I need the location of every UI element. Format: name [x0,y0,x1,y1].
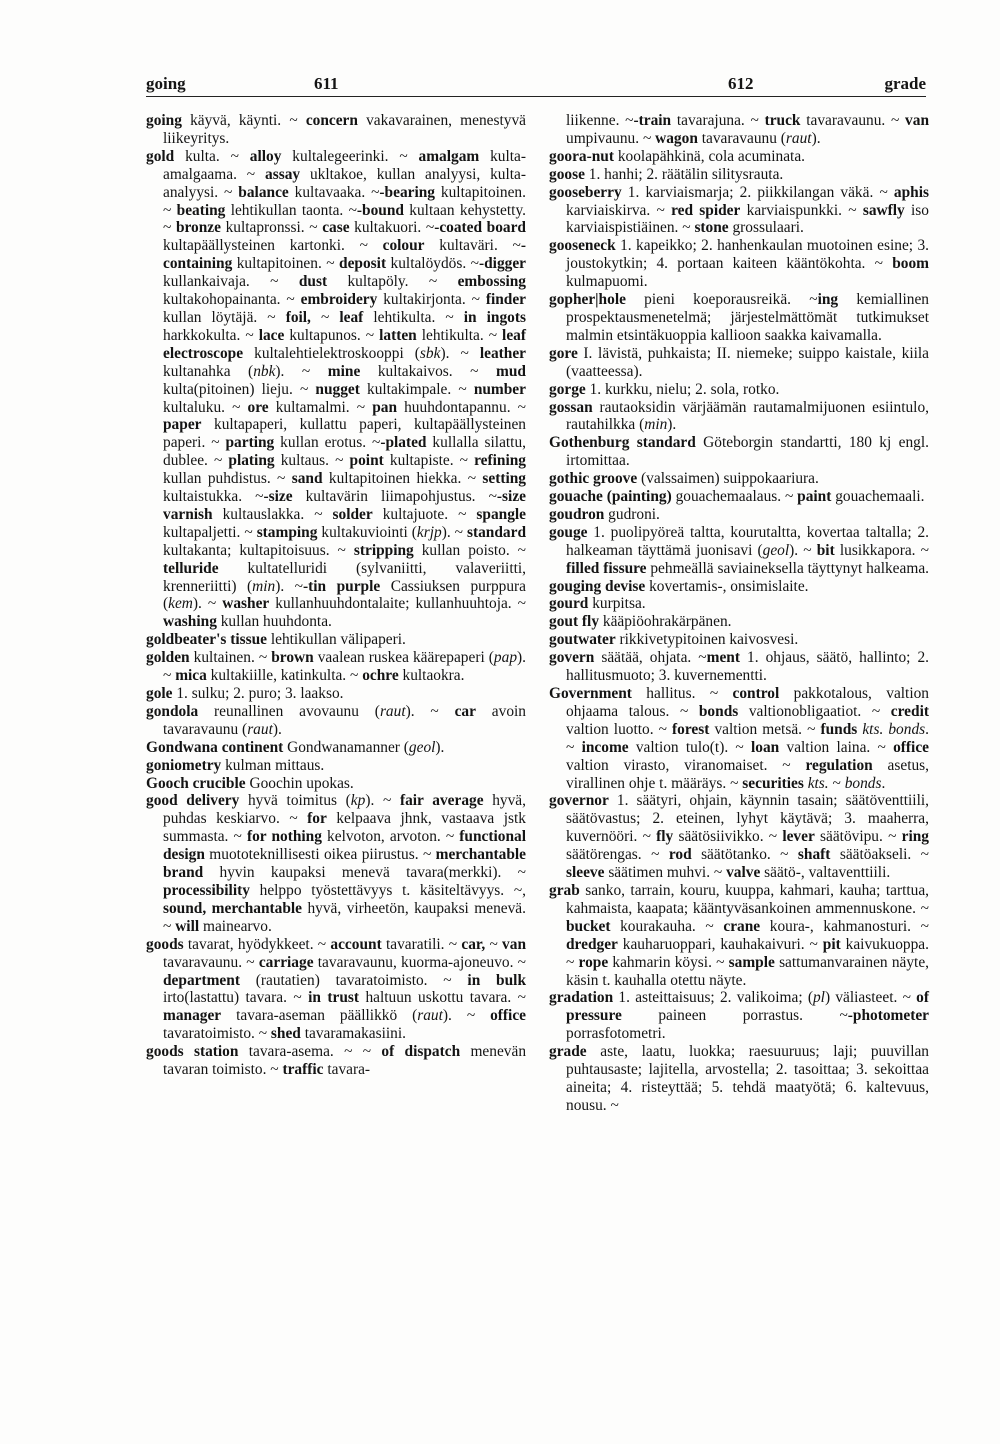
dictionary-entry: Gothenburg standard Göteborgin standartti, 180 kj engl. irtomittaa. [549,434,929,470]
dictionary-entry: goods tavarat, hyödykkeet. ~ account tavaratili. ~ car, ~ van tavaravaunu. ~ carriage tavaravaunu, kuorma-ajoneuvo. ~ department (rautatien) tavaratoimisto. ~ in bulk irto(lastattu) tavara. ~ in trust haltuun uskottu tavara. ~ manager tavara-aseman päällikkö (raut). ~ office tavaratoimisto. ~ shed tavaramakasiini. [146,935,527,1043]
left-guide-word: going [146,74,186,93]
dictionary-entry: gossan rautaoksidin värjäämän rautamalmijuonen esiintulo, rautahilkka (min). [549,398,929,434]
dictionary-entry: gout fly kääpiöohrakärpänen. [549,613,732,631]
right-column [549,112,929,1115]
right-page-number: 612 [728,74,754,93]
dictionary-entry: goods station tavara-asema. ~ ~ of dispatch menevän tavaran toimisto. ~ traffic tavara- [146,1043,527,1079]
dictionary-entry: golden kultainen. ~ brown vaalean ruskea käärepaperi (pap). ~ mica kultakiille, katinkulta. ~ ochre kultaokra. [146,649,526,685]
dictionary-entry: gouging devise kovertamis-, onsimislaite. [549,577,809,595]
dictionary-entry: gooseberry 1. karviaismarja; 2. piikkilangan väkä. ~ aphis karviaiskirva. ~ red spider karviaispunkki. ~ sawfly iso karviaispistiäinen. ~ stone grossulaari. [549,183,929,237]
dictionary-entry: goniometry kulman mittaus. [146,756,325,774]
right-guide-word: grade [884,74,926,93]
dictionary-entry: grade aste, laatu, luokka; raesuuruus; laji; puuvillan puhtausaste; lajitella, arvostella; 2. tasoittaa; 3. sekoittaa aineita; 4. risteyttää; 5. tehdä maatyötä; 6. kaltevuus, nousu. ~ [549,1043,929,1114]
left-column [146,112,526,1079]
dictionary-entry: good delivery hyvä toimitus (kp). ~ fair average hyvä, puhdas keskiarvo. ~ for kelpaava jhnk, vastaava jstk summasta. ~ for nothing kelvoton, arvoton. ~ functional design muototeknillisesti oikea piirustus. ~ merchantable brand hyvin kaupaksi menevä tavara(merkki). ~ processibility helppo työstettävyys t. käsiteltävyys. ~, sound, merchantable hyvä, virheetön, kaupaksi menevä. ~ will mainearvo. [146,792,526,935]
dictionary-entry: govern säätää, ohjata. ~ment 1. ohjaus, säätö, hallinto; 2. hallitusmuoto; 3. kuvernementti. [549,649,929,685]
dictionary-entry: gourd kurpitsa. [549,595,646,613]
dictionary-entry: gondola reunallinen avovaunu (raut). ~ car avoin tavaravaunu (raut). [146,702,526,738]
dictionary-entry: goldbeater's tissue lehtikullan välipaperi. [146,631,406,649]
dictionary-entry: goose 1. hanhi; 2. räätälin silitysrauta. [549,165,784,183]
left-page-number: 611 [314,74,339,93]
dictionary-entry: goudron gudroni. [549,505,660,523]
dictionary-entry: governor 1. säätyri, ohjain, käynnin tasain; säätöventtiili, säätövastus; 2. eteinen, lyhyt käytävä; 3. maaherra, kuvernööri. ~ fly säätösiivikko. ~ lever säätövipu. ~ ring säätörengas. ~ rod säätötanko. ~ shaft säätöakseli. ~ sleeve säätimen muhvi. ~ valve säätö-, valtaventtiili. [549,792,929,882]
dictionary-entry-continuation: liikenne. ~-train tavarajuna. ~ truck tavaravaunu. ~ van umpivaunu. ~ wagon tavaravaunu (raut). [566,112,929,147]
dictionary-entry: goutwater rikkivetypitoinen kaivosvesi. [549,631,799,649]
running-header [146,64,926,97]
dictionary-entry: Gondwana continent Gondwanamanner (geol). [146,738,445,756]
dictionary-entry: gore I. lävistä, puhkaista; II. niemeke; suippo kaistale, kiila (vaatteessa). [549,344,929,380]
dictionary-entry: gopher|hole pieni koeporausreikä. ~ing kemiallinen prospektausmenetelmä; järjestelmättömät tutkimukset malmin etsintäkuoppia kallioon saakka kaivamalla. [549,291,929,344]
dictionary-entry: gouge 1. puolipyöreä taltta, kourutaltta, kovertaa taltalla; 2. halkeaman täyttämä juonisavi (geol). ~ bit lusikkapora. ~ filled fissure pehmeällä saviaineksella täyttynyt halkeama. [549,523,929,577]
dictionary-entry: gorge 1. kurkku, nielu; 2. sola, rotko. [549,380,780,398]
dictionary-entry: gothic groove (valssaimen) suippokaariura. [549,470,819,488]
dictionary-entry: Government hallitus. ~ control pakkotalous, valtion ohjaama talous. ~ bonds valtionobligaatiot. ~ credit valtion luotto. ~ forest valtion metsä. ~ funds kts. bonds. ~ income valtion tulo(t). ~ loan valtion laina. ~ office valtion virasto, viranomaiset. ~ regulation asetus, virallinen ohje t. määräys. ~ securities kts. ~ bonds. [549,685,929,792]
dictionary-entry: grab sanko, tarrain, kouru, kuuppa, kahmari, kauha; tarttua, kahmaista, kaapata; kääntyväsankoinen ammennuskone. ~ bucket kourakauha. ~ crane koura-, kahmanosturi. ~ dredger kauharuoppari, kauhakaivuri. ~ pit kaivukuoppa. ~ rope kahmarin köysi. ~ sample sattumanvarainen näyte, käsin t. kauhalla otettu näyte. [549,881,929,989]
dictionary-entry: goora-nut koolapähkinä, cola acuminata. [549,147,806,165]
dictionary-entry: gooseneck 1. kapeikko; 2. hanhenkaulan muotoinen esine; 3. joustokytkin; 4. portaan kaiteen kääntökohta. ~ boom kulmapuomi. [549,237,929,291]
dictionary-entry: gouache (painting) gouachemaalaus. ~ paint gouachemaali. [549,488,925,506]
dictionary-entry: gold kulta. ~ alloy kultalegeerinki. ~ amalgam kulta-amalgaama. ~ assay ukltakoe, kullan analyysi, kulta-analyysi. ~ balance kultavaaka. ~-bearing kultapitoinen. ~ beating lehtikullan taonta. ~-bound kultaan kehystetty. ~ bronze kultapronssi. ~ case kultakuori. ~-coated board kultapäällysteinen kartonki. ~ colour kultaväri. ~-containing kultapitoinen. ~ deposit kultalöydös. ~-digger kullankaivaja. ~ dust kultapöly. ~ embossing kultakohopainanta. ~ embroidery kultakirjonta. ~ finder kullan löytäjä. ~ foil, ~ leaf lehtikulta. ~ in ingots harkkokulta. ~ lace kultapunos. ~ latten lehtikulta. ~ leaf electroscope kultalehtielektroskooppi (sbk). ~ leather kultanahka (nbk). ~ mine kultakaivos. ~ mud kulta(pitoinen) lieju. ~ nugget kultakimpale. ~ number kultaluku. ~ ore kultamalmi. ~ pan huuhdontapannu. ~ paper kultapaperi, kullattu paperi, kultapäällysteinen paperi. ~ parting kullan erotus. ~-plated kullalla silattu, dublee. ~ plating kultaus. ~ point kultapiste. ~ refining kullan puhdistus. ~ sand kultapitoinen hiekka. ~ setting kultaistukka. ~-size kultavärin liimapohjustus. ~-size varnish kultauslakka. ~ solder kultajuote. ~ spangle kultapaljetti. ~ stamping kultakuviointi (krjp). ~ standard kultakanta; kultapitoisuus. ~ stripping kullan poisto. ~ telluride kultatelluridi (sylvaniitti, valaveriitti, krenneriitti) (min). ~-tin purple Cassiuksen purppura (kem). ~ washer kullanhuuhdontalaite; kullanhuuhtoja. ~ washing kullan huuhdonta. [146,147,527,631]
dictionary-entry: gradation 1. asteittaisuus; 2. valikoima; (pl) väliasteet. ~ of pressure paineen porrastus. ~-photometer porrasfotometri. [549,989,929,1043]
dictionary-entry: Gooch crucible Goochin upokas. [146,774,354,792]
dictionary-entry: gole 1. sulku; 2. puro; 3. laakso. [146,685,344,702]
dictionary-entry: going käyvä, käynti. ~ concern vakavarainen, menestyvä liikeyritys. [146,112,526,147]
